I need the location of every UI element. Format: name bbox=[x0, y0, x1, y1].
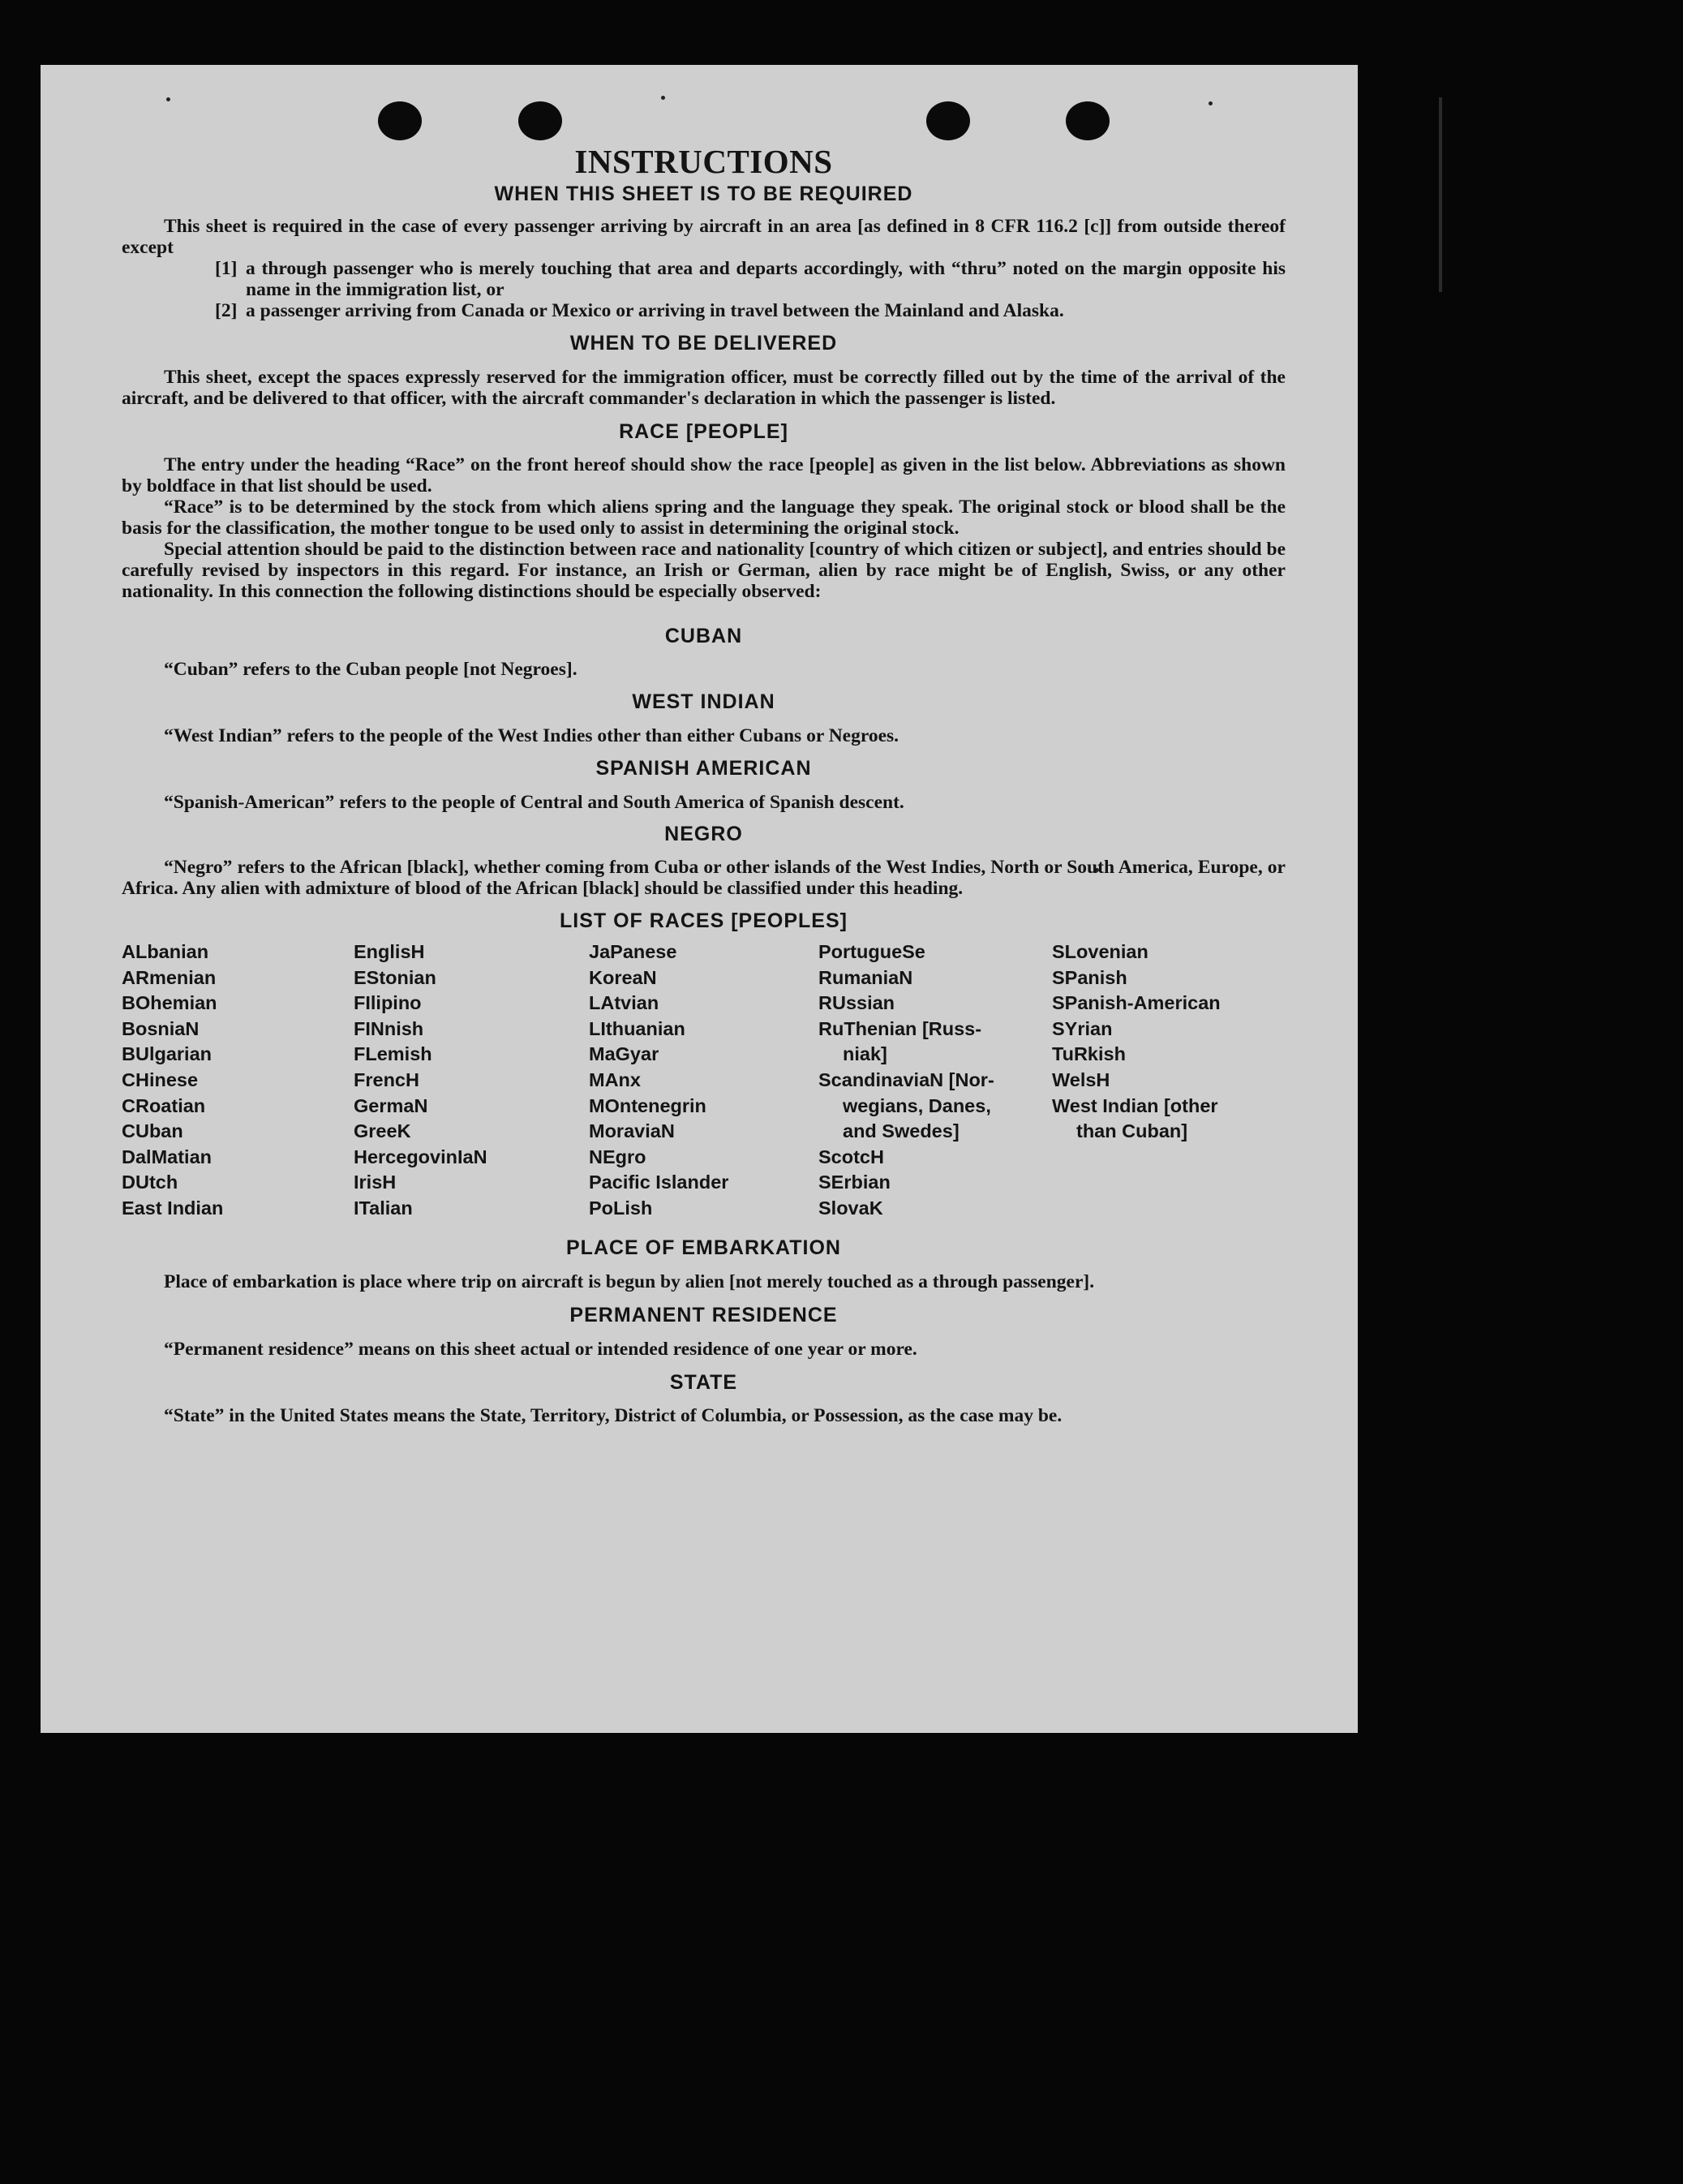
heading-embarkation: PLACE OF EMBARKATION bbox=[566, 1236, 841, 1259]
race-entry: BOhemian bbox=[122, 992, 217, 1014]
races-list bbox=[122, 939, 1286, 1222]
required-intro: This sheet is required in the case of every passenger arriving by aircraft in an area [as defined in 8 CFR 116.2 [c]] from outside thereof except bbox=[122, 216, 1286, 258]
race-entry: MOntenegrin bbox=[589, 1094, 706, 1116]
race-entry: SPanish bbox=[1052, 966, 1127, 988]
race-entry: LAtvian bbox=[589, 992, 659, 1014]
race-entry: FrencH bbox=[354, 1068, 419, 1090]
race-entry: SLovenian bbox=[1052, 941, 1148, 962]
race-entry: Pacific Islander bbox=[589, 1172, 729, 1193]
punch-hole bbox=[378, 101, 422, 140]
punch-hole bbox=[518, 101, 562, 140]
required-item bbox=[122, 258, 1286, 300]
heading-spanish-american: SPANISH AMERICAN bbox=[595, 757, 812, 780]
heading-required: WHEN THIS SHEET IS TO BE REQUIRED bbox=[494, 183, 913, 205]
race-entry: niak] bbox=[843, 1043, 887, 1065]
race-entry: NEgro bbox=[589, 1146, 646, 1167]
race-entry: ALbanian bbox=[122, 941, 209, 962]
cuban-text: “Cuban” refers to the Cuban people [not Negroes]. bbox=[164, 659, 577, 680]
speck bbox=[166, 97, 170, 101]
state-text: “State” in the United States means the State, Territory, District of Columbia, or Possession, as the case may be. bbox=[164, 1404, 1063, 1426]
spanish-american-text: “Spanish-American” refers to the people of Central and South America of Spanish descent. bbox=[164, 792, 904, 813]
race-entry: BUlgarian bbox=[122, 1043, 212, 1065]
race-entry: CRoatian bbox=[122, 1094, 206, 1116]
race-entry: MAnx bbox=[589, 1068, 641, 1090]
race-entry: TuRkish bbox=[1052, 1043, 1126, 1065]
race-entry: EnglisH bbox=[354, 941, 425, 962]
race-entry: FIlipino bbox=[354, 992, 422, 1014]
races-column bbox=[589, 939, 818, 1222]
race-entry: DUtch bbox=[122, 1172, 178, 1193]
race-entry: CUban bbox=[122, 1120, 183, 1142]
race-entry: WelsH bbox=[1052, 1068, 1110, 1090]
race-entry: KoreaN bbox=[589, 966, 657, 988]
race-entry: PortugueSe bbox=[818, 941, 925, 962]
race-entry: MoraviaN bbox=[589, 1120, 675, 1142]
races-column bbox=[354, 939, 589, 1222]
item-number: [2] bbox=[215, 300, 238, 321]
delivered-text: This sheet, except the spaces expressly reserved for the immigration officer, must be correctly filled out by the time of the arrival of the aircraft, and be delivered to that officer, with the aircraft commander's declaration in which the passenger is listed. bbox=[122, 367, 1286, 409]
race-entry: ARmenian bbox=[122, 966, 217, 988]
speck bbox=[1209, 101, 1213, 105]
race-entry: ScotcH bbox=[818, 1146, 884, 1167]
race-entry: wegians, Danes, bbox=[843, 1094, 991, 1116]
speck bbox=[661, 96, 665, 100]
required-item bbox=[122, 300, 1286, 321]
race-entry: than Cuban] bbox=[1076, 1120, 1188, 1142]
race-entry: BosniaN bbox=[122, 1017, 200, 1039]
embarkation-text: Place of embarkation is place where trip on aircraft is begun by alien [not merely touched as a through passenger]. bbox=[164, 1270, 1095, 1292]
page-title: INSTRUCTIONS bbox=[574, 143, 833, 180]
race-entry: and Swedes] bbox=[843, 1120, 960, 1142]
heading-cuban: CUBAN bbox=[664, 625, 743, 647]
negro-text: “Negro” refers to the African [black], whether coming from Cuba or other islands of the West Indies, North or South America, Europe, or Africa. Any alien with admixture of blood of the African [black] should be classified under this heading. bbox=[122, 857, 1286, 899]
race-entry: SPanish-American bbox=[1052, 992, 1221, 1014]
race-entry: RUssian bbox=[818, 992, 895, 1014]
document-sheet bbox=[41, 65, 1358, 1733]
race-entry: FINnish bbox=[354, 1017, 424, 1039]
race-entry: GermaN bbox=[354, 1094, 428, 1116]
race-entry: DalMatian bbox=[122, 1146, 212, 1167]
race-entry: IrisH bbox=[354, 1172, 397, 1193]
races-column bbox=[818, 939, 1052, 1222]
race-entry: ScandinaviaN [Nor- bbox=[818, 1068, 994, 1090]
race-entry: RuThenian [Russ- bbox=[818, 1017, 982, 1039]
race-entry: MaGyar bbox=[589, 1043, 659, 1065]
race-entry: GreeK bbox=[354, 1120, 411, 1142]
race-paragraph-2: “Race” is to be determined by the stock from which aliens spring and the language they speak. The original stock or blood shall be the basis for the classification, the mother tongue to be used only to assist in determining the original stock. bbox=[122, 497, 1286, 539]
heading-list-of-races: LIST OF RACES [PEOPLES] bbox=[560, 909, 848, 932]
race-entry: HercegovinIaN bbox=[354, 1146, 487, 1167]
races-column bbox=[1052, 939, 1287, 1222]
races-column bbox=[122, 939, 354, 1222]
punch-hole bbox=[1066, 101, 1110, 140]
race-entry: SlovaK bbox=[818, 1197, 883, 1219]
heading-state: STATE bbox=[669, 1370, 738, 1394]
race-entry: PoLish bbox=[589, 1197, 653, 1219]
heading-west-indian: WEST INDIAN bbox=[632, 690, 775, 713]
residence-text: “Permanent residence” means on this sheet actual or intended residence of one year or more. bbox=[164, 1338, 917, 1360]
document-content bbox=[122, 142, 1286, 1426]
race-entry: SYrian bbox=[1052, 1017, 1113, 1039]
race-paragraph-3: Special attention should be paid to the distinction between race and nationality [country of which citizen or subject], and entries should be carefully revised by inspectors in this regard. For instance, an Irish or German, alien by race might be of English, Swiss, or any other nationality. In this connection the following distinctions should be especially observed: bbox=[122, 539, 1286, 602]
race-entry: CHinese bbox=[122, 1068, 199, 1090]
race-entry: West Indian [other bbox=[1052, 1094, 1218, 1116]
heading-delivered: WHEN TO BE DELIVERED bbox=[569, 332, 838, 355]
punch-hole bbox=[926, 101, 970, 140]
item-text: a passenger arriving from Canada or Mexico or arriving in travel between the Mainland and Alaska. bbox=[246, 300, 1064, 321]
heading-negro: NEGRO bbox=[664, 823, 743, 845]
race-paragraph-1: The entry under the heading “Race” on the front hereof should show the race [people] as given in the list below. Abbreviations as shown by boldface in that list should be used. bbox=[122, 454, 1286, 497]
race-entry: SErbian bbox=[818, 1172, 891, 1193]
item-text: a through passenger who is merely touching that area and departs accordingly, with “thru” noted on the margin opposite his name in the immigration list, or bbox=[246, 258, 1286, 300]
race-entry: EStonian bbox=[354, 966, 436, 988]
race-entry: RumaniaN bbox=[818, 966, 913, 988]
heading-race: RACE [PEOPLE] bbox=[619, 420, 788, 443]
race-entry: LIthuanian bbox=[589, 1017, 685, 1039]
race-entry: East Indian bbox=[122, 1197, 224, 1219]
scan-edge-line bbox=[1439, 97, 1442, 292]
race-entry: FLemish bbox=[354, 1043, 432, 1065]
item-number: [1] bbox=[215, 258, 238, 279]
race-entry: ITalian bbox=[354, 1197, 413, 1219]
west-indian-text: “West Indian” refers to the people of the West Indies other than either Cubans or Negroes. bbox=[164, 725, 899, 746]
heading-residence: PERMANENT RESIDENCE bbox=[569, 1303, 838, 1326]
race-entry: JaPanese bbox=[589, 941, 677, 962]
